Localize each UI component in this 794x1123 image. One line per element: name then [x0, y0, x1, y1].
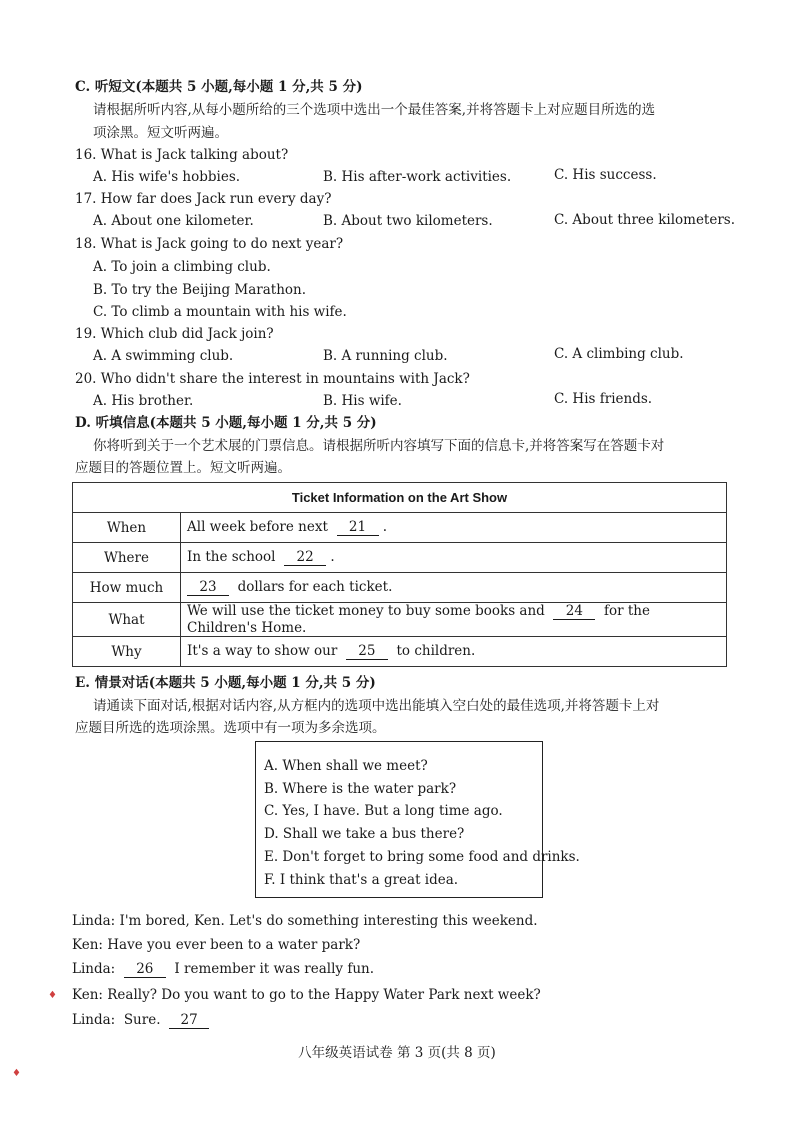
question-20: 20. Who didn't share the interest in mountains with Jack? — [75, 371, 470, 387]
section-c-instruction-2: 项涂黑。短文听两遍。 — [93, 125, 228, 141]
blank-21: 21 — [337, 519, 379, 536]
dialogue-line — [72, 960, 374, 978]
table-row — [73, 603, 727, 637]
row-label: Why — [73, 637, 181, 667]
blank-25: 25 — [346, 643, 388, 660]
margin-mark: ♦ — [48, 990, 57, 1001]
section-d-instruction-1: 你将听到关于一个艺术展的门票信息。请根据所听内容填写下面的信息卡,并将答案写在答题卡对 — [93, 438, 665, 454]
table-row — [73, 543, 727, 573]
page-footer: 八年级英语试卷 第 3 页(共 8 页) — [298, 1045, 496, 1061]
table-row — [73, 513, 727, 543]
option-c: C. Yes, I have. But a long time ago. — [264, 803, 503, 819]
option-e: E. Don't forget to bring some food and drinks. — [264, 849, 580, 865]
speaker: Ken: — [72, 937, 103, 953]
blank-27: 27 — [169, 1012, 209, 1029]
row-content — [181, 603, 727, 637]
q18-option-b: B. To try the Beijing Marathon. — [93, 282, 307, 298]
q18-option-c: C. To climb a mountain with his wife. — [93, 304, 347, 320]
question-19: 19. Which club did Jack join? — [75, 326, 274, 342]
margin-mark: ♦ — [12, 1068, 21, 1079]
q19-option-a: A. A swimming club. — [93, 348, 234, 364]
row-text-post: . — [330, 549, 335, 565]
row-text-pre: In the school — [187, 549, 276, 565]
row-content — [181, 543, 727, 573]
q17-option-a: A. About one kilometer. — [93, 213, 254, 229]
q19-option-b: B. A running club. — [323, 348, 448, 364]
row-text-post: dollars for each ticket. — [237, 579, 393, 595]
row-label: How much — [73, 573, 181, 603]
table-row — [73, 637, 727, 667]
dialogue-line — [72, 912, 538, 930]
speaker: Linda: — [72, 913, 116, 929]
row-label: What — [73, 603, 181, 637]
dialogue-text: Sure. — [123, 1012, 161, 1028]
row-text-post: for the Children's Home. — [187, 603, 650, 636]
row-text-pre: It's a way to show our — [187, 643, 338, 659]
q16-option-c: C. His success. — [554, 167, 657, 183]
option-d: D. Shall we take a bus there? — [264, 826, 465, 842]
dialogue-text: Have you ever been to a water park? — [107, 937, 361, 953]
section-e-instruction-1: 请通读下面对话,根据对话内容,从方框内的选项中选出能填入空白处的最佳选项,并将答题卡上对 — [93, 698, 660, 714]
section-d-instruction-2: 应题目的答题位置上。短文听两遍。 — [75, 460, 291, 476]
row-content — [181, 637, 727, 667]
row-text-post: to children. — [396, 643, 476, 659]
section-c-title: C. 听短文(本题共 5 小题,每小题 1 分,共 5 分) — [75, 79, 363, 95]
speaker: Ken: — [72, 987, 103, 1003]
dialogue-text: I'm bored, Ken. Let's do something interesting this weekend. — [119, 913, 538, 929]
blank-23: 23 — [187, 579, 229, 596]
table-row — [73, 573, 727, 603]
q16-option-b: B. His after-work activities. — [323, 169, 512, 185]
dialogue-line — [72, 936, 360, 954]
table-header-row — [73, 483, 727, 513]
option-f: F. I think that's a great idea. — [264, 872, 459, 888]
section-d-title: D. 听填信息(本题共 5 小题,每小题 1 分,共 5 分) — [75, 415, 377, 431]
q20-option-b: B. His wife. — [323, 393, 402, 409]
q17-option-c: C. About three kilometers. — [554, 212, 736, 228]
q16-option-a: A. His wife's hobbies. — [93, 169, 241, 185]
dialogue-line — [72, 1011, 209, 1029]
speaker: Linda: — [72, 1012, 116, 1028]
option-a: A. When shall we meet? — [264, 758, 428, 774]
question-18: 18. What is Jack going to do next year? — [75, 236, 344, 252]
q18-option-a: A. To join a climbing club. — [93, 259, 271, 275]
blank-24: 24 — [553, 603, 595, 620]
options-box — [255, 741, 580, 898]
dialogue-line — [72, 986, 541, 1004]
row-content — [181, 573, 727, 603]
q20-option-a: A. His brother. — [93, 393, 194, 409]
question-16: 16. What is Jack talking about? — [75, 147, 289, 163]
row-text-pre: We will use the ticket money to buy some books and — [187, 603, 545, 619]
speaker: Linda: — [72, 961, 116, 977]
dialogue-text: I remember it was really fun. — [174, 961, 375, 977]
row-label: When — [73, 513, 181, 543]
ticket-info-table — [72, 482, 727, 667]
section-e-title: E. 情景对话(本题共 5 小题,每小题 1 分,共 5 分) — [75, 675, 376, 691]
section-e-instruction-2: 应题目所选的选项涂黑。选项中有一项为多余选项。 — [75, 720, 386, 736]
option-b: B. Where is the water park? — [264, 781, 457, 797]
row-text-post: . — [382, 519, 388, 535]
row-label: Where — [73, 543, 181, 573]
section-c-instruction-1: 请根据所听内容,从每小题所给的三个选项中选出一个最佳答案,并将答题卡上对应题目所选的选 — [93, 102, 656, 118]
q19-option-c: C. A climbing club. — [554, 346, 684, 362]
question-17: 17. How far does Jack run every day? — [75, 191, 332, 207]
q20-option-c: C. His friends. — [554, 391, 653, 407]
blank-26: 26 — [124, 961, 166, 978]
q17-option-b: B. About two kilometers. — [323, 213, 493, 229]
row-text-pre: All week before next — [187, 519, 328, 535]
row-content — [181, 513, 727, 543]
blank-22: 22 — [284, 549, 326, 566]
table-title: Ticket Information on the Art Show — [73, 483, 727, 513]
dialogue-text: Really? Do you want to go to the Happy Water Park next week? — [107, 987, 541, 1003]
